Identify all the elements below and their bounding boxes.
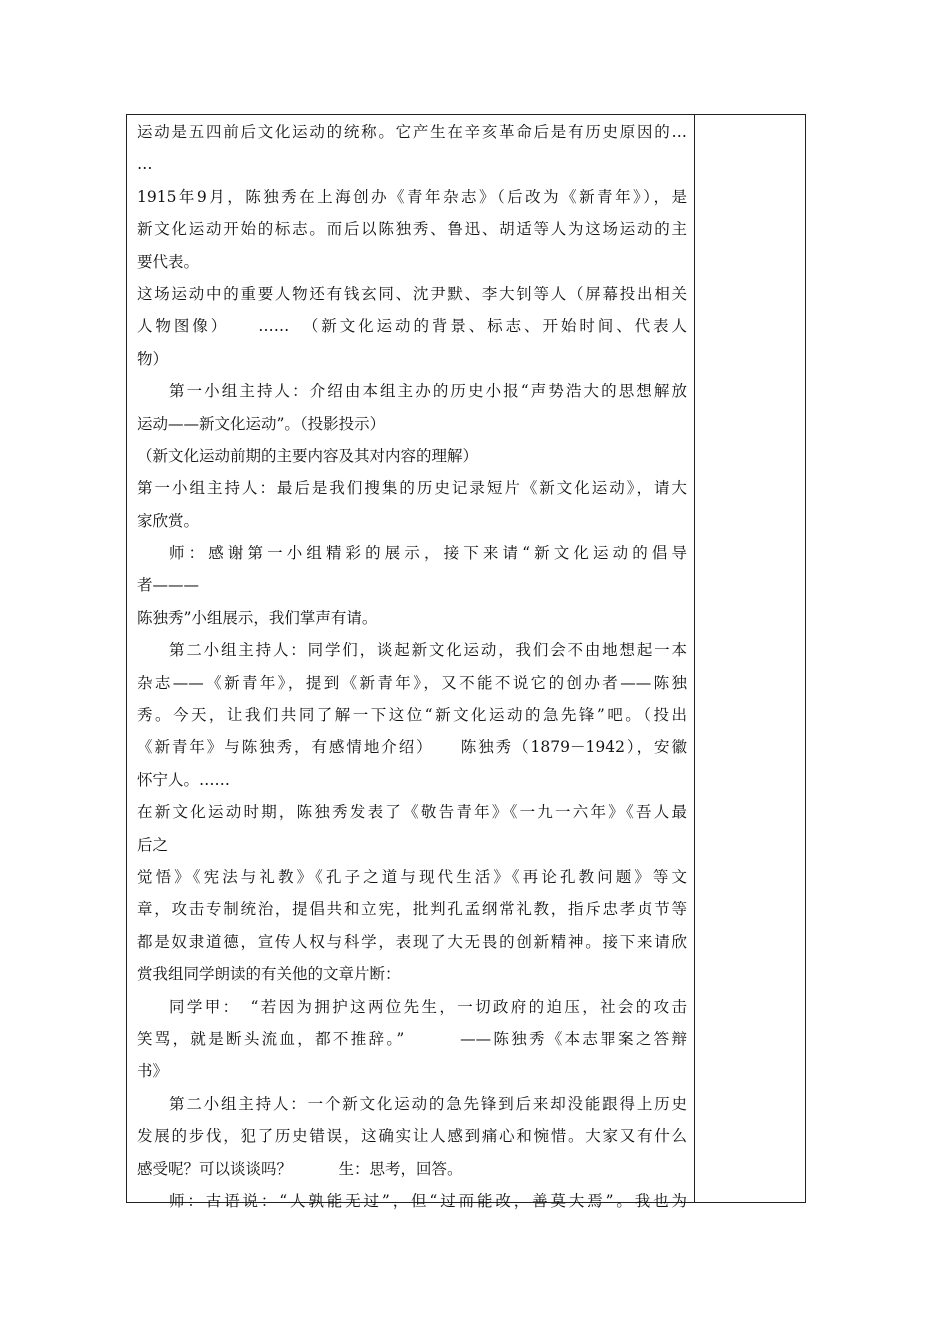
- text-line: 怀宁人。……: [137, 770, 231, 789]
- text-line: 赏我组同学朗读的有关他的文章片断：: [137, 965, 401, 984]
- empty-side-cell: [695, 115, 805, 1202]
- text-line: 第一小组主持人：介绍由本组主办的历史小报“声势浩大的思想解放: [169, 382, 687, 401]
- text-line: …: [137, 155, 153, 174]
- text-line: 者———: [137, 576, 200, 595]
- text-line: 在新文化运动时期，陈独秀发表了《敬告青年》《一九一六年》《吾人最: [137, 803, 687, 822]
- text-line: 第二小组主持人：同学们，谈起新文化运动，我们会不由地想起一本: [169, 641, 687, 660]
- text-line: 觉悟》《宪法与礼教》《孔子之道与现代生活》《再论孔教问题》等文: [137, 867, 687, 886]
- text-line: 新文化运动开始的标志。而后以陈独秀、鲁迅、胡适等人为这场运动的主: [137, 220, 687, 239]
- text-line: 1915年9月，陈独秀在上海创办《青年杂志》（后改为《新青年》），是: [137, 187, 687, 206]
- lesson-content-cell: [137, 116, 687, 1210]
- text-line: 同学甲： “若因为拥护这两位先生，一切政府的迫压，社会的攻击: [169, 997, 687, 1016]
- text-line: 陈独秀”小组展示，我们掌声有请。: [137, 608, 378, 627]
- text-line: 书》: [137, 1062, 169, 1081]
- text-line: 第二小组主持人：一个新文化运动的急先锋到后来却没能跟得上历史: [169, 1094, 687, 1113]
- text-line: 笑骂，就是断头流血，都不推辞。” ——陈独秀《本志罪案之答辩: [137, 1029, 687, 1048]
- text-line: 这场运动中的重要人物还有钱玄同、沈尹默、李大钊等人（屏幕投出相关: [137, 284, 687, 303]
- text-line: （新文化运动前期的主要内容及其对内容的理解）: [137, 446, 479, 465]
- text-line: 感受呢？可以谈谈吗？ 生：思考，回答。: [137, 1159, 463, 1178]
- text-line: 秀。今天，让我们共同了解一下这位“新文化运动的急先锋”吧。（投出: [137, 706, 687, 725]
- text-line: 杂志——《新青年》，提到《新青年》，又不能不说它的创办者——陈独: [137, 673, 687, 692]
- text-line: 《新青年》与陈独秀，有感情地介绍） 陈独秀（1879－1942），安徽: [137, 738, 687, 757]
- text-line: 物）: [137, 349, 169, 368]
- text-line: 后之: [137, 835, 169, 854]
- text-line: 师：感谢第一小组精彩的展示，接下来请“新文化运动的倡导: [169, 544, 687, 563]
- text-line: 运动——新文化运动”。（投影投示）: [137, 414, 386, 433]
- text-line: 第一小组主持人：最后是我们搜集的历史记录短片《新文化运动》，请大: [137, 479, 687, 498]
- text-line: 都是奴隶道德，宣传人权与科学，表现了大无畏的创新精神。接下来请欣: [137, 932, 687, 951]
- text-line: 章，攻击专制统治，提倡共和立宪，批判孔孟纲常礼教，指斥忠孝贞节等: [137, 900, 687, 919]
- text-line: 人物图像） …… （新文化运动的背景、标志、开始时间、代表人: [137, 317, 687, 336]
- text-line: 要代表。: [137, 252, 200, 271]
- text-line: 家欣赏。: [137, 511, 200, 530]
- text-line: 发展的步伐，犯了历史错误，这确实让人感到痛心和惋惜。大家又有什么: [137, 1127, 687, 1146]
- text-line: 师：古语说：“人孰能无过”，但“过而能改，善莫大焉”。我也为: [169, 1191, 687, 1210]
- text-line: 运动是五四前后文化运动的统称。它产生在辛亥革命后是有历史原因的…: [137, 123, 687, 141]
